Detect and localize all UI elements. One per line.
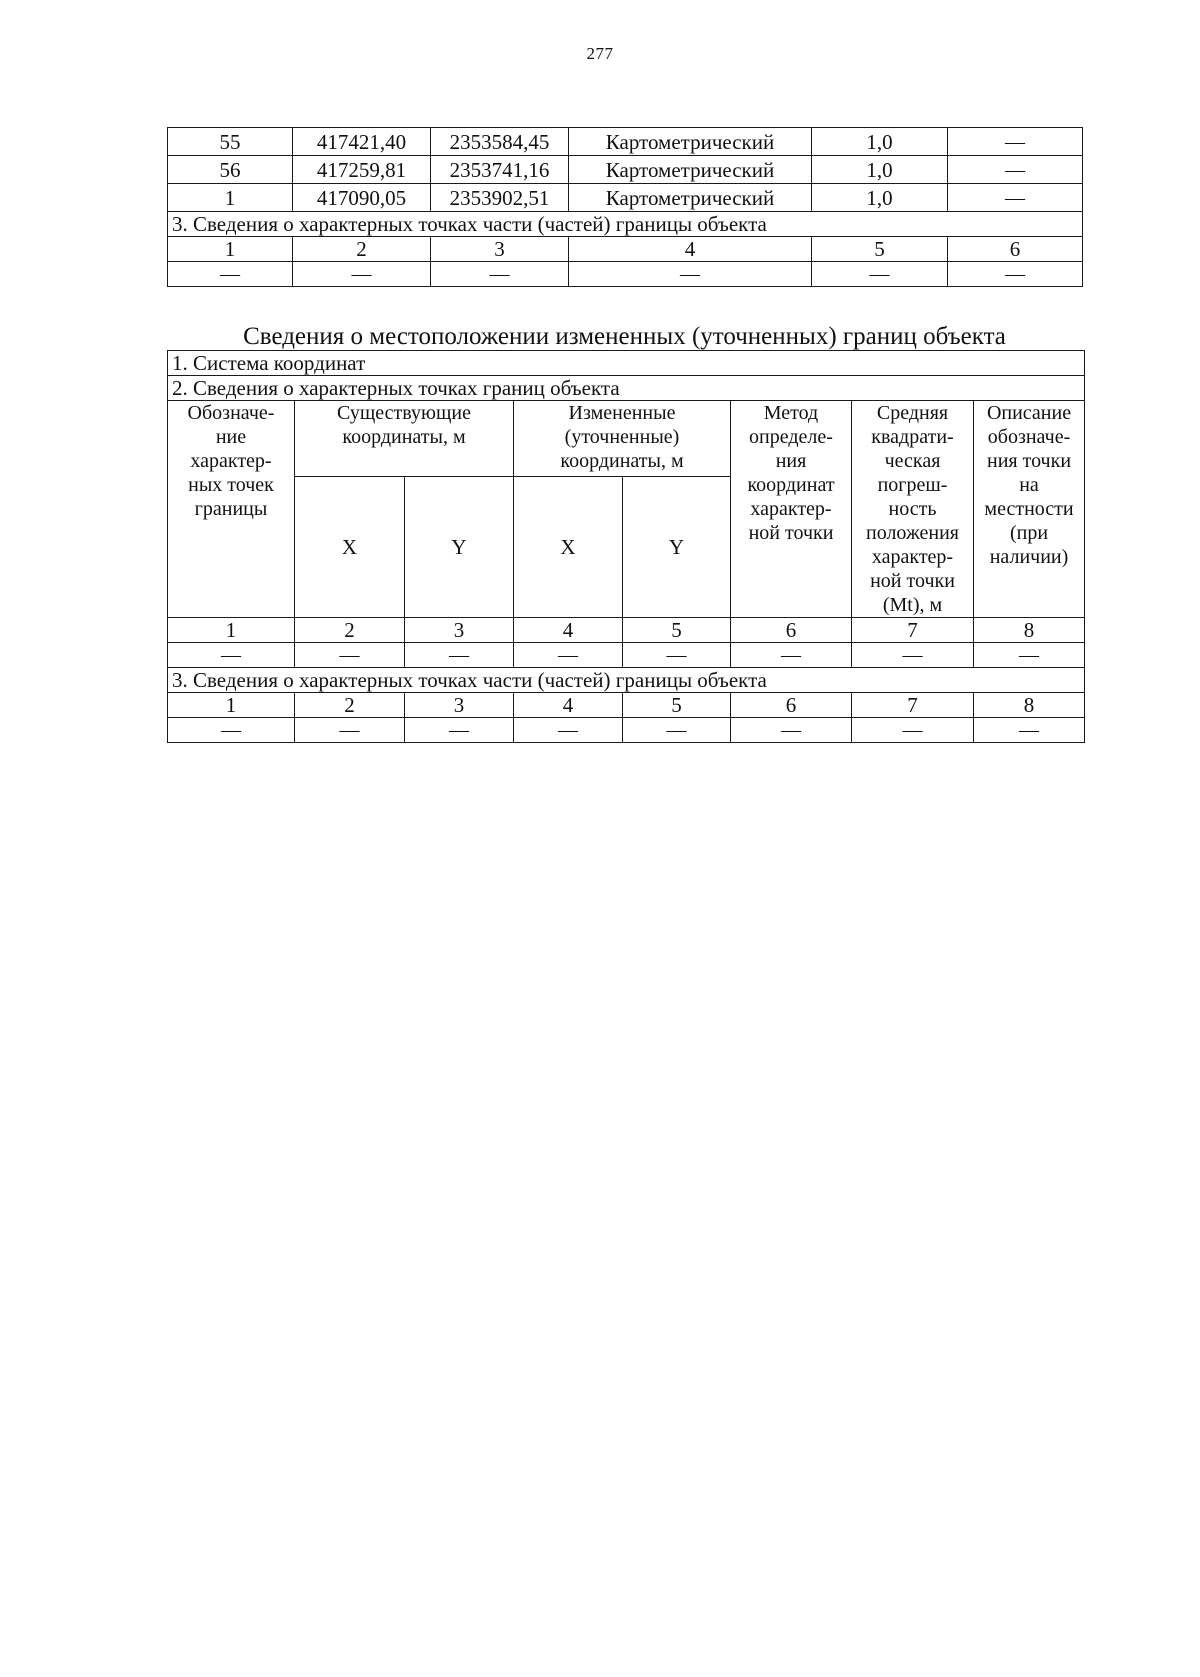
table-row: [168, 128, 1083, 156]
page-number: 277: [586, 44, 614, 63]
coordinate-system-row: [168, 351, 1085, 376]
column-number-row: [168, 237, 1083, 262]
section-3-label: 3. Сведения о характерных точках части (частей) границы объекта: [168, 212, 1083, 237]
accuracy: 1,0: [812, 128, 948, 156]
column-number: 3: [405, 618, 514, 643]
empty-value: —: [514, 643, 623, 668]
description: —: [948, 184, 1083, 212]
header-y: Y: [623, 476, 731, 617]
section-row: [168, 668, 1085, 693]
column-number: 8: [974, 618, 1085, 643]
accuracy: 1,0: [812, 184, 948, 212]
empty-value: —: [295, 643, 405, 668]
point-number: 1: [168, 184, 293, 212]
empty-value: —: [948, 262, 1083, 287]
empty-value: —: [731, 643, 852, 668]
empty-value: —: [852, 718, 974, 743]
column-number: 7: [852, 618, 974, 643]
header-description: Описание обозначе- ния точки на местности (при наличии): [974, 401, 1085, 618]
header-method: Метод определе- ния координат характер- ной точки: [731, 401, 852, 618]
coord-x: 417259,81: [293, 156, 431, 184]
method: Картометрический: [569, 184, 812, 212]
column-number-row: [168, 618, 1085, 643]
coord-y: 2353741,16: [431, 156, 569, 184]
empty-value: —: [974, 643, 1085, 668]
column-number: 2: [295, 693, 405, 718]
section-row: [168, 376, 1085, 401]
changed-boundaries-table: [167, 350, 1085, 743]
empty-value: —: [293, 262, 431, 287]
column-number: 5: [812, 237, 948, 262]
section-row: [168, 212, 1083, 237]
column-number: 2: [295, 618, 405, 643]
column-number: 5: [623, 693, 731, 718]
method: Картометрический: [569, 128, 812, 156]
header-changed-coordinates: Измененные (уточненные) координаты, м: [514, 401, 731, 477]
description: —: [948, 128, 1083, 156]
empty-value: —: [569, 262, 812, 287]
column-number: 4: [569, 237, 812, 262]
header-x: X: [295, 476, 405, 617]
empty-value: —: [812, 262, 948, 287]
dash-row: [168, 718, 1085, 743]
header-y: Y: [405, 476, 514, 617]
header-existing-coordinates: Существующие координаты, м: [295, 401, 514, 477]
header-x: X: [514, 476, 623, 617]
dash-row: [168, 643, 1085, 668]
column-number-row: [168, 693, 1085, 718]
accuracy: 1,0: [812, 156, 948, 184]
boundary-points-table: [167, 127, 1083, 287]
column-number: 8: [974, 693, 1085, 718]
empty-value: —: [852, 643, 974, 668]
empty-value: —: [731, 718, 852, 743]
empty-value: —: [623, 643, 731, 668]
empty-value: —: [168, 718, 295, 743]
column-number: 6: [948, 237, 1083, 262]
coord-y: 2353902,51: [431, 184, 569, 212]
column-number: 6: [731, 618, 852, 643]
empty-value: —: [295, 718, 405, 743]
empty-value: —: [431, 262, 569, 287]
header-row: [168, 401, 1085, 477]
column-number: 4: [514, 618, 623, 643]
column-number: 4: [514, 693, 623, 718]
column-number: 3: [405, 693, 514, 718]
column-number: 2: [293, 237, 431, 262]
column-number: 6: [731, 693, 852, 718]
point-number: 55: [168, 128, 293, 156]
column-number: 1: [168, 618, 295, 643]
coord-y: 2353584,45: [431, 128, 569, 156]
section-2-label: 2. Сведения о характерных точках границ объекта: [168, 376, 1085, 401]
column-number: 3: [431, 237, 569, 262]
table-row: [168, 156, 1083, 184]
empty-value: —: [974, 718, 1085, 743]
method: Картометрический: [569, 156, 812, 184]
empty-value: —: [405, 718, 514, 743]
empty-value: —: [514, 718, 623, 743]
empty-value: —: [405, 643, 514, 668]
coord-x: 417421,40: [293, 128, 431, 156]
column-number: 1: [168, 693, 295, 718]
dash-row: [168, 262, 1083, 287]
column-number: 7: [852, 693, 974, 718]
section-title: Сведения о местоположении измененных (уточненных) границ объекта: [243, 323, 1006, 350]
header-designation: Обозначе- ние характер- ных точек границы: [168, 401, 295, 618]
empty-value: —: [623, 718, 731, 743]
empty-value: —: [168, 262, 293, 287]
table-row: [168, 184, 1083, 212]
coord-x: 417090,05: [293, 184, 431, 212]
description: —: [948, 156, 1083, 184]
empty-value: —: [168, 643, 295, 668]
column-number: 5: [623, 618, 731, 643]
point-number: 56: [168, 156, 293, 184]
header-mean-error: Средняя квадрати- ческая погреш- ность положения характер- ной точки (Mt), м: [852, 401, 974, 618]
coordinate-system-label: 1. Система координат: [168, 351, 1085, 376]
section-3-label: 3. Сведения о характерных точках части (частей) границы объекта: [168, 668, 1085, 693]
column-number: 1: [168, 237, 293, 262]
